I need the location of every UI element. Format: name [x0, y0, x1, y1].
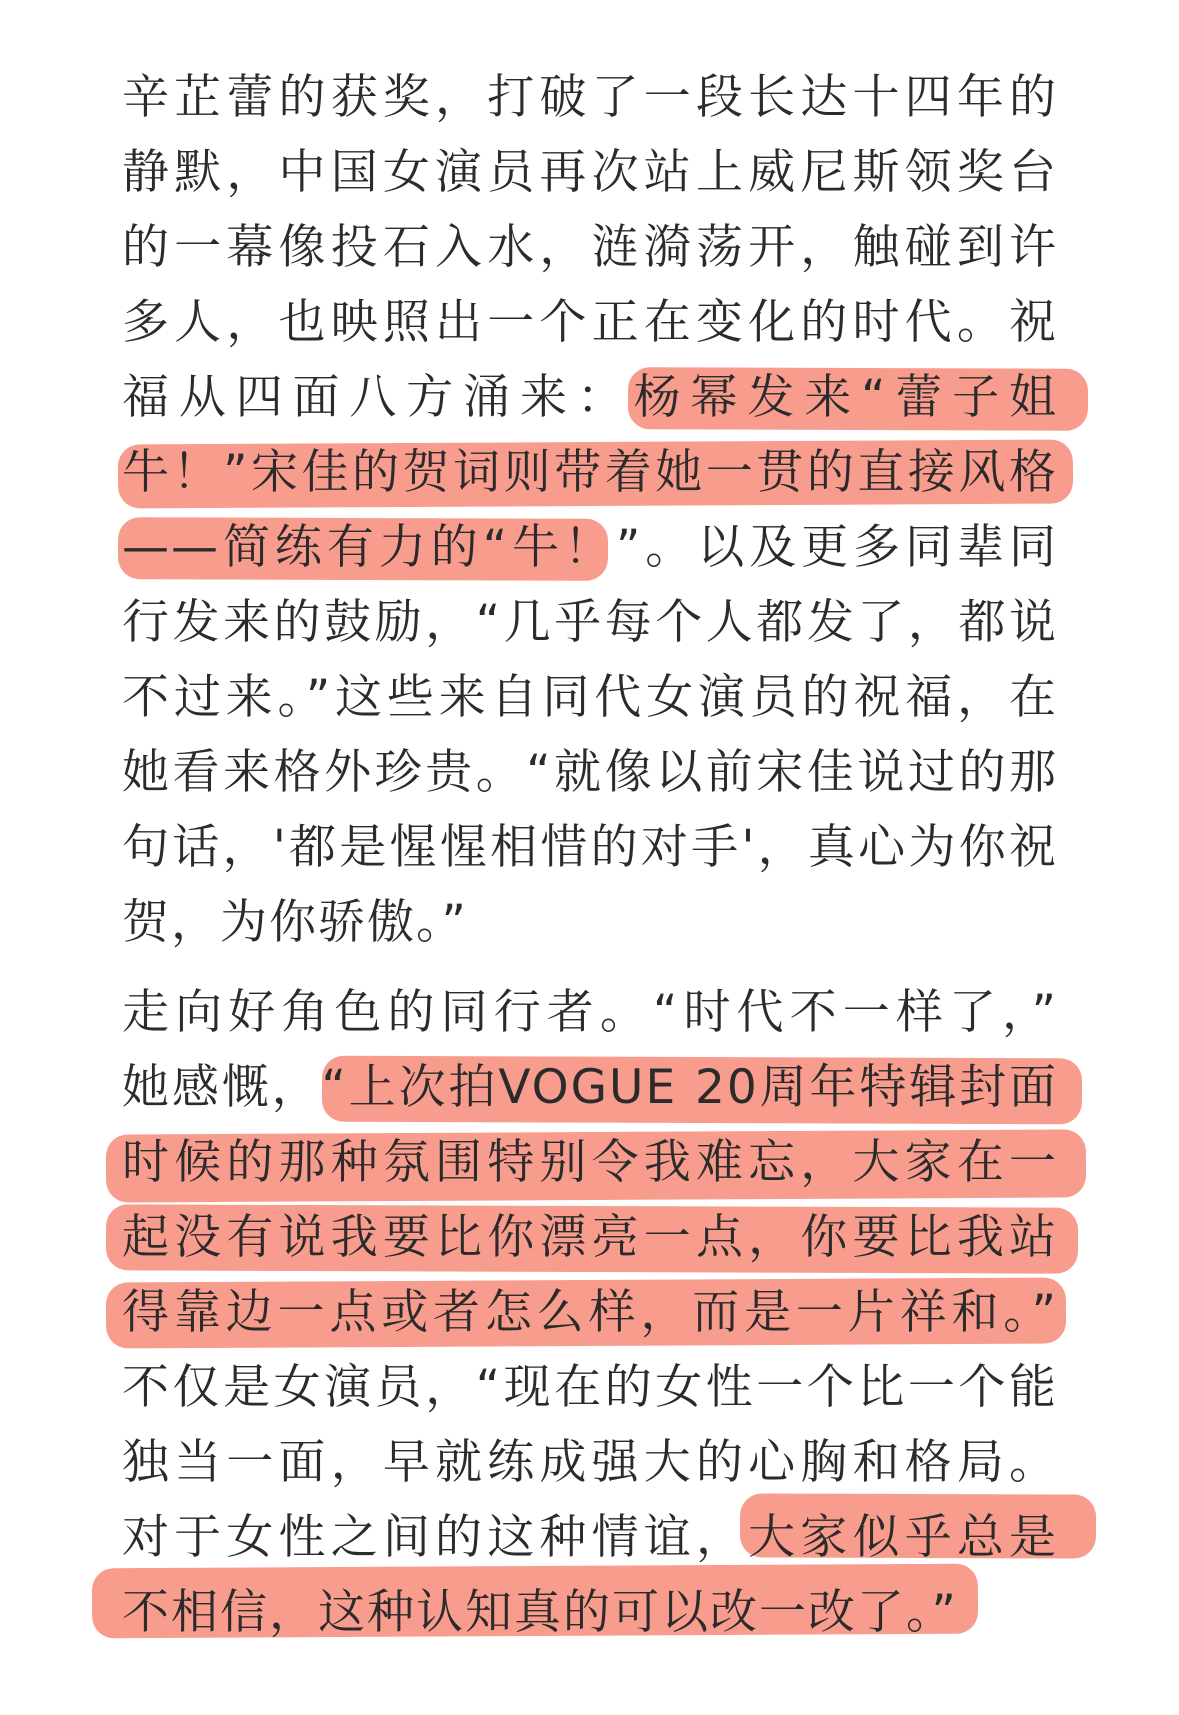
paragraph-1-line-7: ——简练有力的“牛！”。以及更多同辈同	[122, 520, 1058, 575]
paragraph-2-line-1: 走向好角色的同行者。“时代不一样了，”	[122, 985, 1058, 1040]
paragraph-2-line-7: 独当一面，早就练成强大的心胸和格局。	[122, 1435, 1058, 1490]
paragraph-2-line-8: 对于女性之间的这种情谊，大家似乎总是	[122, 1510, 1058, 1565]
paragraph-1-line-4: 多人，也映照出一个正在变化的时代。祝	[122, 295, 1058, 350]
paragraph-2-line-6: 不仅是女演员，“现在的女性一个比一个能	[122, 1360, 1058, 1415]
paragraph-1-line-3: 的一幕像投石入水，涟漪荡开，触碰到许	[122, 220, 1058, 275]
paragraph-1-line-11: 句话，'都是惺惺相惜的对手'，真心为你祝	[122, 820, 1058, 875]
paragraph-1-line-2: 静默，中国女演员再次站上威尼斯领奖台	[122, 145, 1058, 200]
paragraph-2-line-9: 不相信，这种认知真的可以改一改了。”	[122, 1585, 958, 1640]
paragraph-1-line-5: 福从四面八方涌来：杨幂发来“蕾子姐	[122, 370, 1058, 425]
paragraph-1-line-9: 不过来。”这些来自同代女演员的祝福，在	[122, 670, 1058, 725]
paragraph-2-line-3: 时候的那种氛围特别令我难忘，大家在一	[122, 1135, 1058, 1190]
paragraph-1-line-10: 她看来格外珍贵。“就像以前宋佳说过的那	[122, 745, 1058, 800]
paragraph-1-line-1: 辛芷蕾的获奖，打破了一段长达十四年的	[122, 70, 1058, 125]
paragraph-2-line-2: 她感慨，“上次拍VOGUE 20周年特辑封面	[122, 1060, 1058, 1115]
paragraph-2-line-5: 得靠边一点或者怎么样，而是一片祥和。”	[122, 1285, 1058, 1340]
paragraph-2-line-4: 起没有说我要比你漂亮一点，你要比我站	[122, 1210, 1058, 1265]
paragraph-1-line-8: 行发来的鼓励，“几乎每个人都发了，都说	[122, 595, 1058, 650]
paragraph-1-line-12: 贺，为你骄傲。”	[122, 895, 468, 950]
paragraph-1-line-6: 牛！”宋佳的贺词则带着她一贯的直接风格	[122, 445, 1058, 500]
